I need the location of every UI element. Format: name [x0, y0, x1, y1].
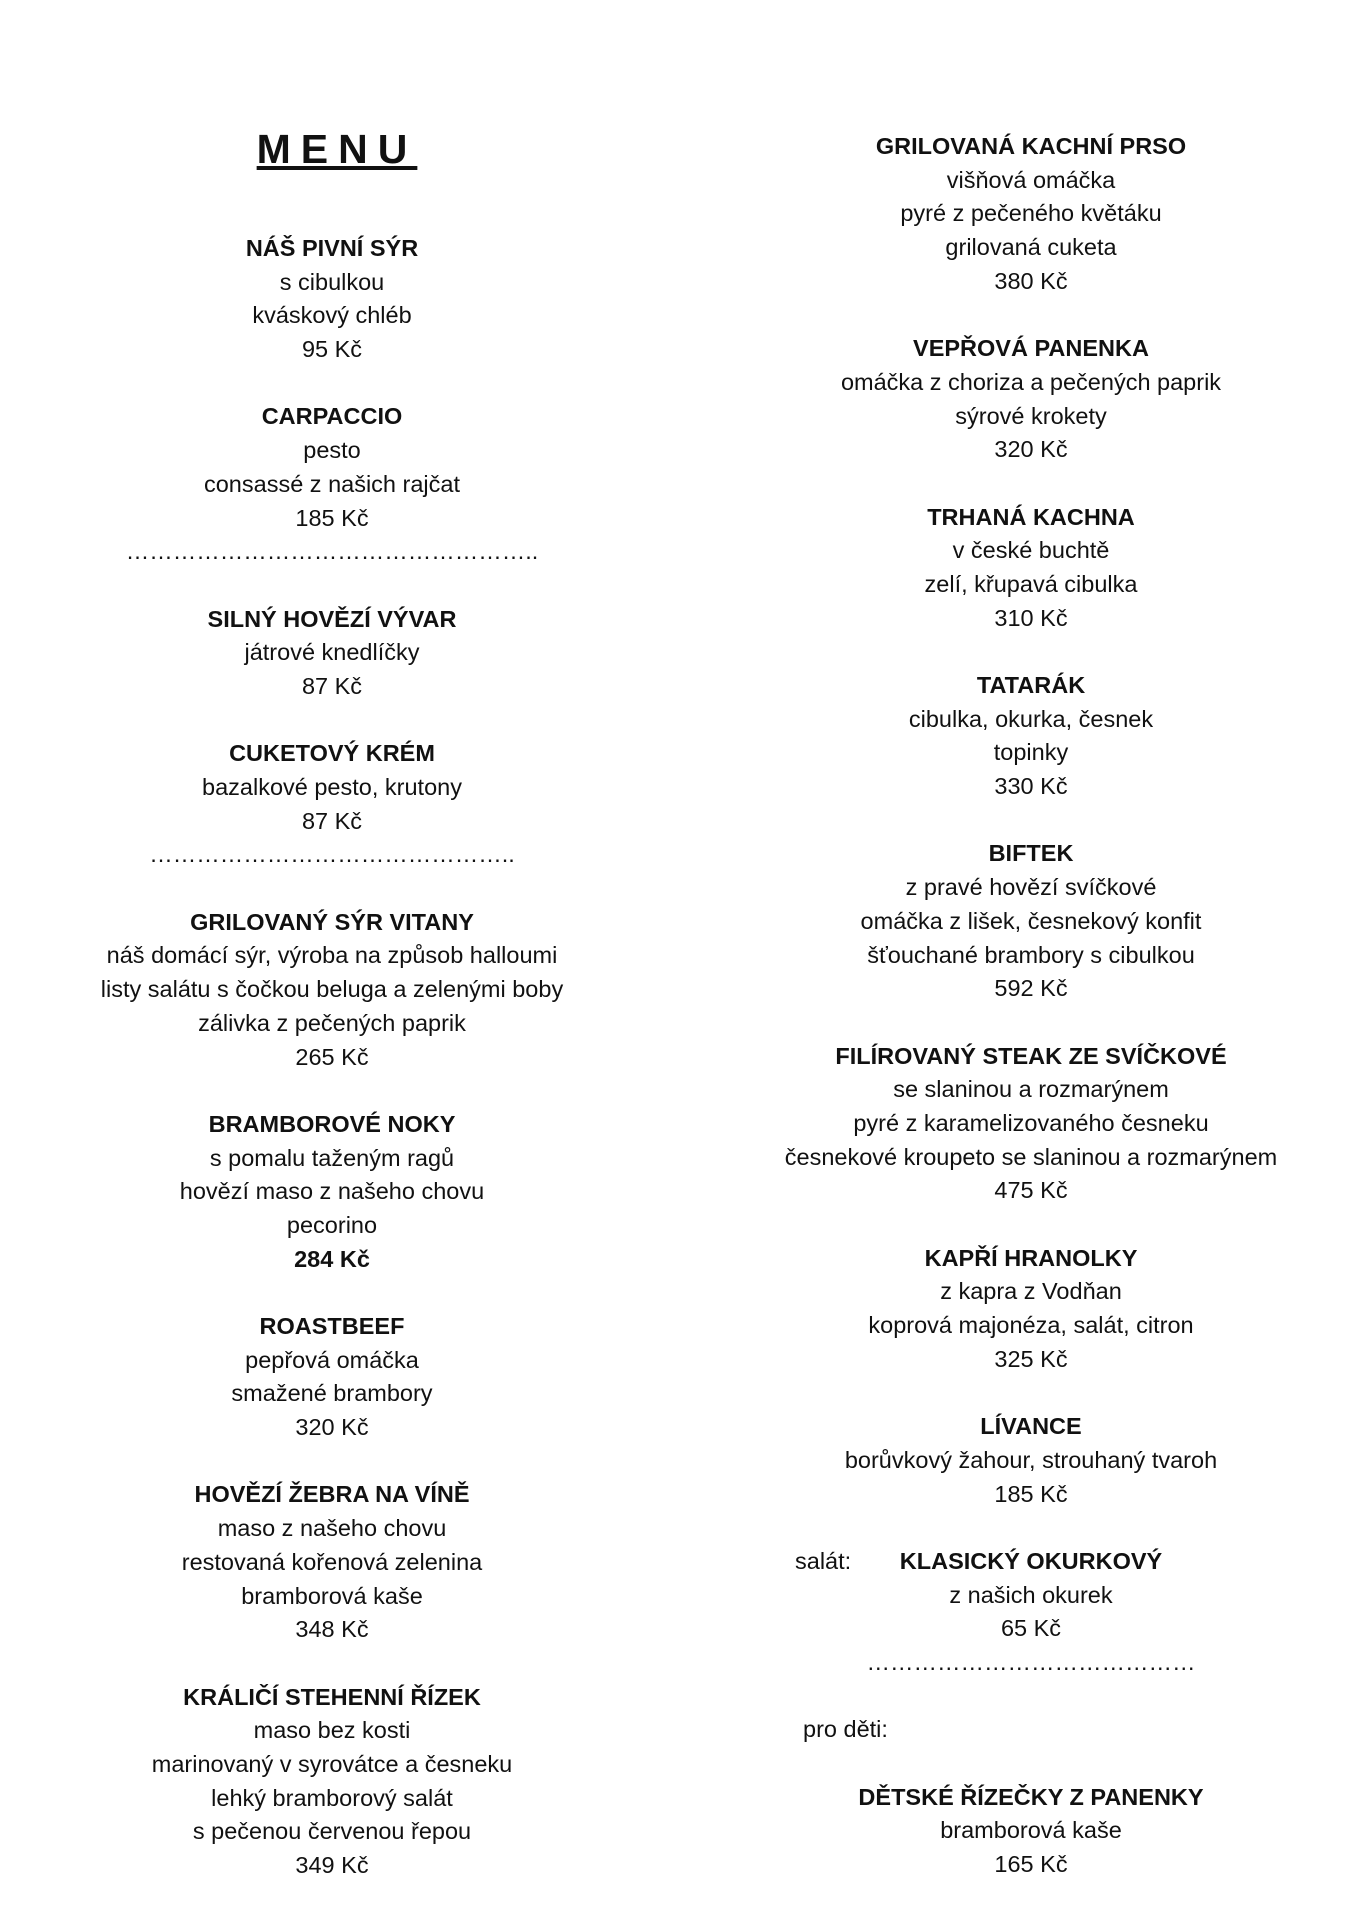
dish-name: TATARÁK — [976, 672, 1086, 698]
dish-description: omáčka z choriza a pečených paprik — [840, 368, 1222, 395]
spacer — [735, 1680, 1327, 1714]
menu-item — [735, 1040, 1327, 1208]
menu-item — [735, 1410, 1327, 1511]
dish-description: pesto — [303, 437, 361, 464]
dish-description: listy salátu s čočkou beluga a zelenými boby — [100, 976, 564, 1003]
spacer — [735, 1376, 1327, 1410]
dish-price: 284 Kč — [294, 1245, 370, 1272]
dish-description: zálivka z pečených paprik — [198, 1009, 466, 1036]
dish-description: pepřová omáčka — [245, 1346, 419, 1373]
dish-price: 310 Kč — [994, 604, 1068, 631]
spacer — [66, 872, 598, 906]
menu-item — [735, 1242, 1327, 1377]
dish-name: GRILOVANÁ KACHNÍ PRSO — [875, 133, 1187, 159]
dish-name: LÍVANCE — [980, 1413, 1082, 1440]
dish-name: BIFTEK — [988, 840, 1074, 867]
dish-description: bazalkové pesto, krutony — [202, 774, 462, 800]
spacer — [735, 635, 1327, 669]
spacer — [735, 804, 1327, 838]
dish-description: marinovaný v syrovátce a česneku — [151, 1750, 513, 1777]
menu-item — [66, 1478, 598, 1646]
dish-name: TRHANÁ KACHNA — [927, 503, 1135, 530]
dish-price: 185 Kč — [295, 504, 369, 531]
spacer — [66, 1445, 598, 1479]
separator: ……………………………………….. — [149, 841, 515, 868]
spacer — [735, 298, 1327, 332]
dish-description: pecorino — [286, 1211, 378, 1238]
dish-description: omáčka z lišek, česnekový konfit — [860, 907, 1202, 934]
dish-description: koprová majonéza, salát, citron — [868, 1312, 1194, 1339]
spacer — [735, 1511, 1327, 1545]
dish-name: ROASTBEEF — [259, 1313, 405, 1339]
dish-description: višňová omáčka — [946, 166, 1116, 193]
dish-description: s pečenou červenou řepou — [192, 1818, 472, 1845]
dish-description: šťouchané brambory s cibulkou — [867, 941, 1195, 968]
dish-name: NÁŠ PIVNÍ SÝR — [245, 235, 419, 261]
separator: …………………………………… — [866, 1648, 1196, 1675]
dish-description: consassé z našich rajčat — [203, 470, 460, 497]
menu-item — [66, 400, 598, 535]
menu-item — [66, 232, 598, 367]
dish-name: KLASICKÝ OKURKOVÝ — [899, 1547, 1163, 1574]
dish-name: HOVĚZÍ ŽEBRA NA VÍNĚ — [194, 1481, 470, 1508]
dish-price: 380 Kč — [994, 267, 1068, 294]
menu-item — [66, 906, 598, 1074]
salad-label: salát: — [795, 1547, 852, 1574]
dish-description: smažené brambory — [231, 1380, 433, 1407]
spacer — [735, 1747, 1327, 1781]
dish-description: topinky — [993, 739, 1069, 766]
menu-item — [735, 669, 1327, 804]
spacer — [66, 1276, 598, 1310]
salad-item — [735, 1545, 1327, 1646]
dish-description: z našich okurek — [949, 1581, 1113, 1608]
dish-description: grilovaná cuketa — [945, 234, 1117, 261]
right-column — [735, 130, 1327, 1882]
dish-name: SILNÝ HOVĚZÍ VÝVAR — [207, 605, 457, 632]
menu-item — [735, 130, 1327, 298]
dish-price: 330 Kč — [994, 773, 1068, 800]
kids-label: pro děti: — [803, 1716, 888, 1743]
spacer — [66, 1074, 598, 1108]
kids-item — [735, 1781, 1327, 1882]
spacer — [66, 704, 598, 738]
spacer — [735, 467, 1327, 501]
dish-description: z pravé hovězí svíčkové — [905, 874, 1157, 901]
dish-name: GRILOVANÝ SÝR VITANY — [190, 908, 474, 935]
dish-description: zelí, křupavá cibulka — [924, 570, 1138, 597]
dish-description: maso bez kosti — [253, 1717, 411, 1744]
left-column — [66, 232, 598, 1883]
salad-row — [735, 1545, 1327, 1579]
spacer — [66, 1647, 598, 1681]
dish-description: restovaná kořenová zelenina — [181, 1548, 483, 1575]
menu-item — [735, 501, 1327, 636]
dish-name: FILÍROVANÝ STEAK ZE SVÍČKOVÉ — [835, 1042, 1227, 1069]
dish-description: pyré z pečeného květáku — [900, 200, 1162, 227]
dish-description: maso z našeho chovu — [217, 1515, 447, 1542]
dish-description: česnekové kroupeto se slaninou a rozmarýnem — [784, 1143, 1278, 1170]
dish-price: 265 Kč — [295, 1043, 369, 1070]
menu-item — [735, 837, 1327, 1005]
dish-price: 65 Kč — [1000, 1615, 1062, 1642]
dish-price: 320 Kč — [295, 1414, 369, 1441]
menu-title: MENU — [256, 126, 418, 172]
dish-price: 185 Kč — [994, 1480, 1068, 1507]
dish-name: DĚTSKÉ ŘÍZEČKY Z PANENKY — [858, 1783, 1204, 1810]
dish-name: BRAMBOROVÉ NOKY — [208, 1110, 456, 1137]
dish-description: náš domácí sýr, výroba na způsob halloumi — [106, 942, 558, 969]
dish-name: VEPŘOVÁ PANENKA — [913, 335, 1149, 362]
dish-price: 165 Kč — [994, 1851, 1068, 1878]
dish-description: bramborová kaše — [940, 1817, 1122, 1844]
dish-price: 325 Kč — [994, 1345, 1068, 1372]
dish-description: s cibulkou — [279, 268, 385, 295]
spacer — [735, 1208, 1327, 1242]
dish-price: 348 Kč — [295, 1616, 369, 1643]
dish-price: 349 Kč — [295, 1852, 369, 1878]
dish-description: kváskový chléb — [252, 302, 412, 329]
spacer — [66, 569, 598, 603]
dish-name: KAPŘÍ HRANOLKY — [924, 1244, 1138, 1271]
dish-price: 95 Kč — [301, 336, 363, 363]
menu-item — [66, 1681, 598, 1883]
dish-price: 592 Kč — [994, 975, 1068, 1002]
dish-description: s pomalu taženým ragů — [209, 1144, 455, 1171]
dish-description: játrové knedlíčky — [244, 639, 420, 666]
dish-price: 475 Kč — [994, 1177, 1068, 1204]
dish-description: borůvkový žahour, strouhaný tvaroh — [844, 1446, 1218, 1473]
menu-item — [735, 332, 1327, 467]
dish-name: CARPACCIO — [261, 403, 403, 430]
menu-item — [66, 1310, 598, 1445]
spacer — [735, 1006, 1327, 1040]
dish-description: cibulka, okurka, česnek — [908, 705, 1154, 732]
menu-item — [66, 737, 598, 838]
dish-price: 87 Kč — [301, 807, 363, 834]
dish-description: bramborová kaše — [241, 1582, 423, 1609]
dish-description: pyré z karamelizovaného česneku — [853, 1109, 1209, 1136]
dish-description: sýrové krokety — [955, 402, 1107, 429]
dish-price: 87 Kč — [301, 672, 363, 699]
dish-description: v české buchtě — [952, 537, 1110, 564]
menu-item — [66, 1108, 598, 1276]
dish-description: lehký bramborový salát — [211, 1784, 453, 1811]
dish-description: z kapra z Vodňan — [940, 1278, 1122, 1305]
dish-name: KRÁLIČÍ STEHENNÍ ŘÍZEK — [183, 1683, 481, 1710]
spacer — [66, 367, 598, 401]
menu-item — [66, 603, 598, 704]
separator: …………………………………………….. — [125, 538, 539, 565]
dish-price: 320 Kč — [994, 436, 1068, 463]
dish-description: se slaninou a rozmarýnem — [893, 1076, 1169, 1103]
dish-description: hovězí maso z našeho chovu — [179, 1178, 485, 1205]
dish-name: CUKETOVÝ KRÉM — [229, 740, 435, 767]
